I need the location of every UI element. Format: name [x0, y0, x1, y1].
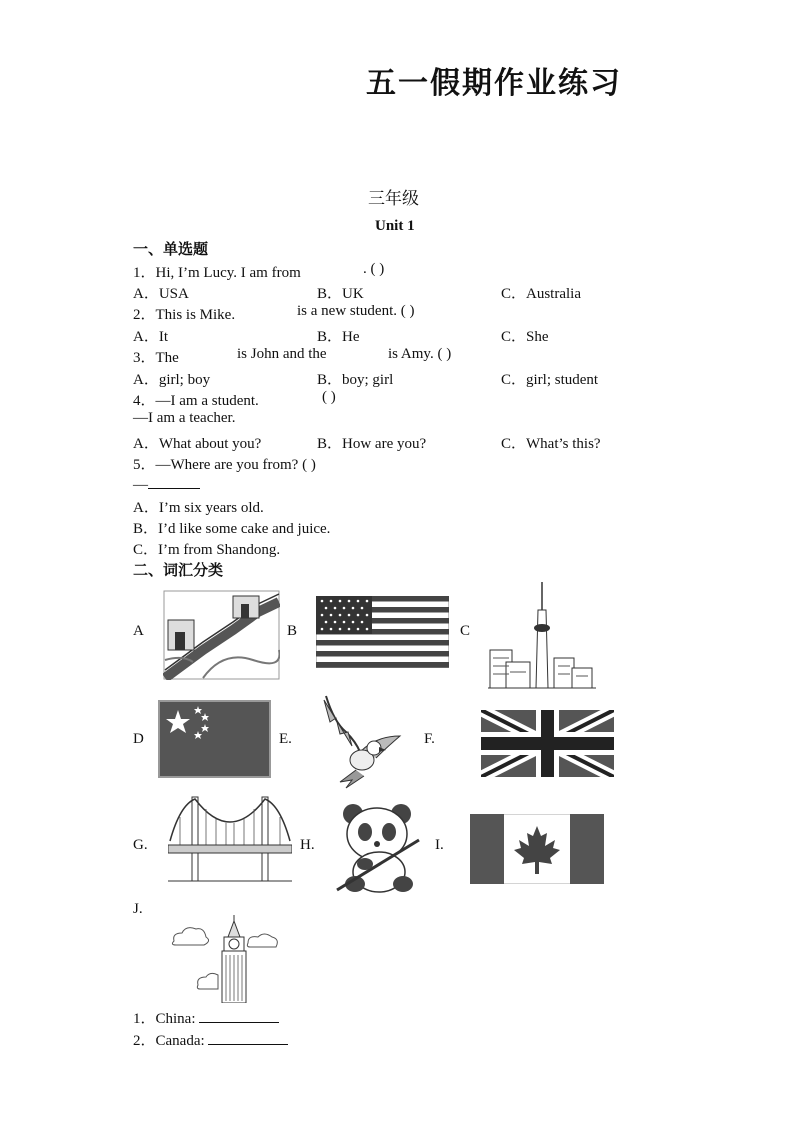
label-j: J.: [133, 901, 143, 917]
q5-option-c: C．I’m from Shandong.: [133, 542, 281, 558]
answer-china-label: 1．China:: [133, 1011, 196, 1027]
china-flag-picture: [158, 700, 271, 778]
label-h: H.: [300, 837, 315, 853]
q3-option-c: C．girl; student: [501, 372, 599, 388]
unit-heading: Unit 1: [375, 218, 415, 234]
label-g: G.: [133, 837, 148, 853]
big-ben-picture: [168, 915, 280, 1003]
q3-stem-b: is John and the: [237, 346, 327, 362]
eagle-picture: [316, 692, 404, 790]
q2-option-c: C．She: [501, 329, 549, 345]
q2-option-a: A．It: [133, 329, 168, 345]
q2-stem-b: is a new student. ( ): [297, 303, 415, 319]
q2-stem-a: 2．This is Mike.: [133, 307, 236, 323]
section1-heading: 一、单选题: [133, 240, 209, 258]
answer-china-blank[interactable]: [199, 1008, 279, 1023]
uk-flag-picture: [481, 710, 614, 777]
q4-option-a: A．What about you?: [133, 436, 262, 452]
q4-stem-c: —I am a teacher.: [133, 410, 236, 426]
panda-picture: [333, 800, 425, 896]
q5-option-b: B．I’d like some cake and juice.: [133, 521, 331, 537]
canada-flag-picture: [470, 814, 604, 884]
page-title: 五一假期作业练习: [366, 66, 622, 101]
q4-option-b: B．How are you?: [317, 436, 427, 452]
grade-heading: 三年级: [368, 189, 419, 209]
q1-option-b: B．UK: [317, 286, 364, 302]
answer-canada-blank[interactable]: [208, 1030, 288, 1045]
label-d: D: [133, 731, 144, 747]
answer-line-china: [133, 1007, 279, 1028]
section2-heading: 二、词汇分类: [133, 561, 224, 579]
q4-stem-b: ( ): [322, 389, 336, 405]
answer-canada-label: 2．Canada:: [133, 1033, 205, 1049]
golden-gate-bridge-picture: [168, 795, 292, 885]
q5-answer-line: [133, 474, 200, 494]
q1-stem-a: 1．Hi, I’m Lucy. I am from: [133, 265, 301, 281]
answer-line-canada: [133, 1029, 288, 1050]
q1-option-a: A．USA: [133, 286, 189, 302]
q5-stem-b: —: [133, 477, 148, 493]
q3-option-a: A．girl; boy: [133, 372, 211, 388]
label-b: B: [287, 623, 298, 639]
q5-blank[interactable]: [148, 474, 200, 489]
q4-option-c: C．What’s this?: [501, 436, 601, 452]
q2-option-b: B．He: [317, 329, 360, 345]
label-c: C: [460, 623, 471, 639]
label-f: F.: [424, 731, 435, 747]
label-a: A: [133, 623, 144, 639]
usa-flag-picture: [316, 596, 449, 668]
q3-stem-c: is Amy. ( ): [388, 346, 452, 362]
q5-option-a: A．I’m six years old.: [133, 500, 264, 516]
q1-stem-b: . ( ): [363, 261, 385, 277]
q3-stem-a: 3．The: [133, 350, 179, 366]
label-e: E.: [279, 731, 292, 747]
q1-option-c: C．Australia: [501, 286, 581, 302]
q4-stem-a: 4．—I am a student.: [133, 393, 259, 409]
q5-stem-a: 5．—Where are you from? ( ): [133, 457, 316, 473]
q3-option-b: B．boy; girl: [317, 372, 394, 388]
cn-tower-skyline-picture: [488, 580, 596, 690]
great-wall-picture: [163, 590, 280, 680]
label-i: I.: [435, 837, 444, 853]
